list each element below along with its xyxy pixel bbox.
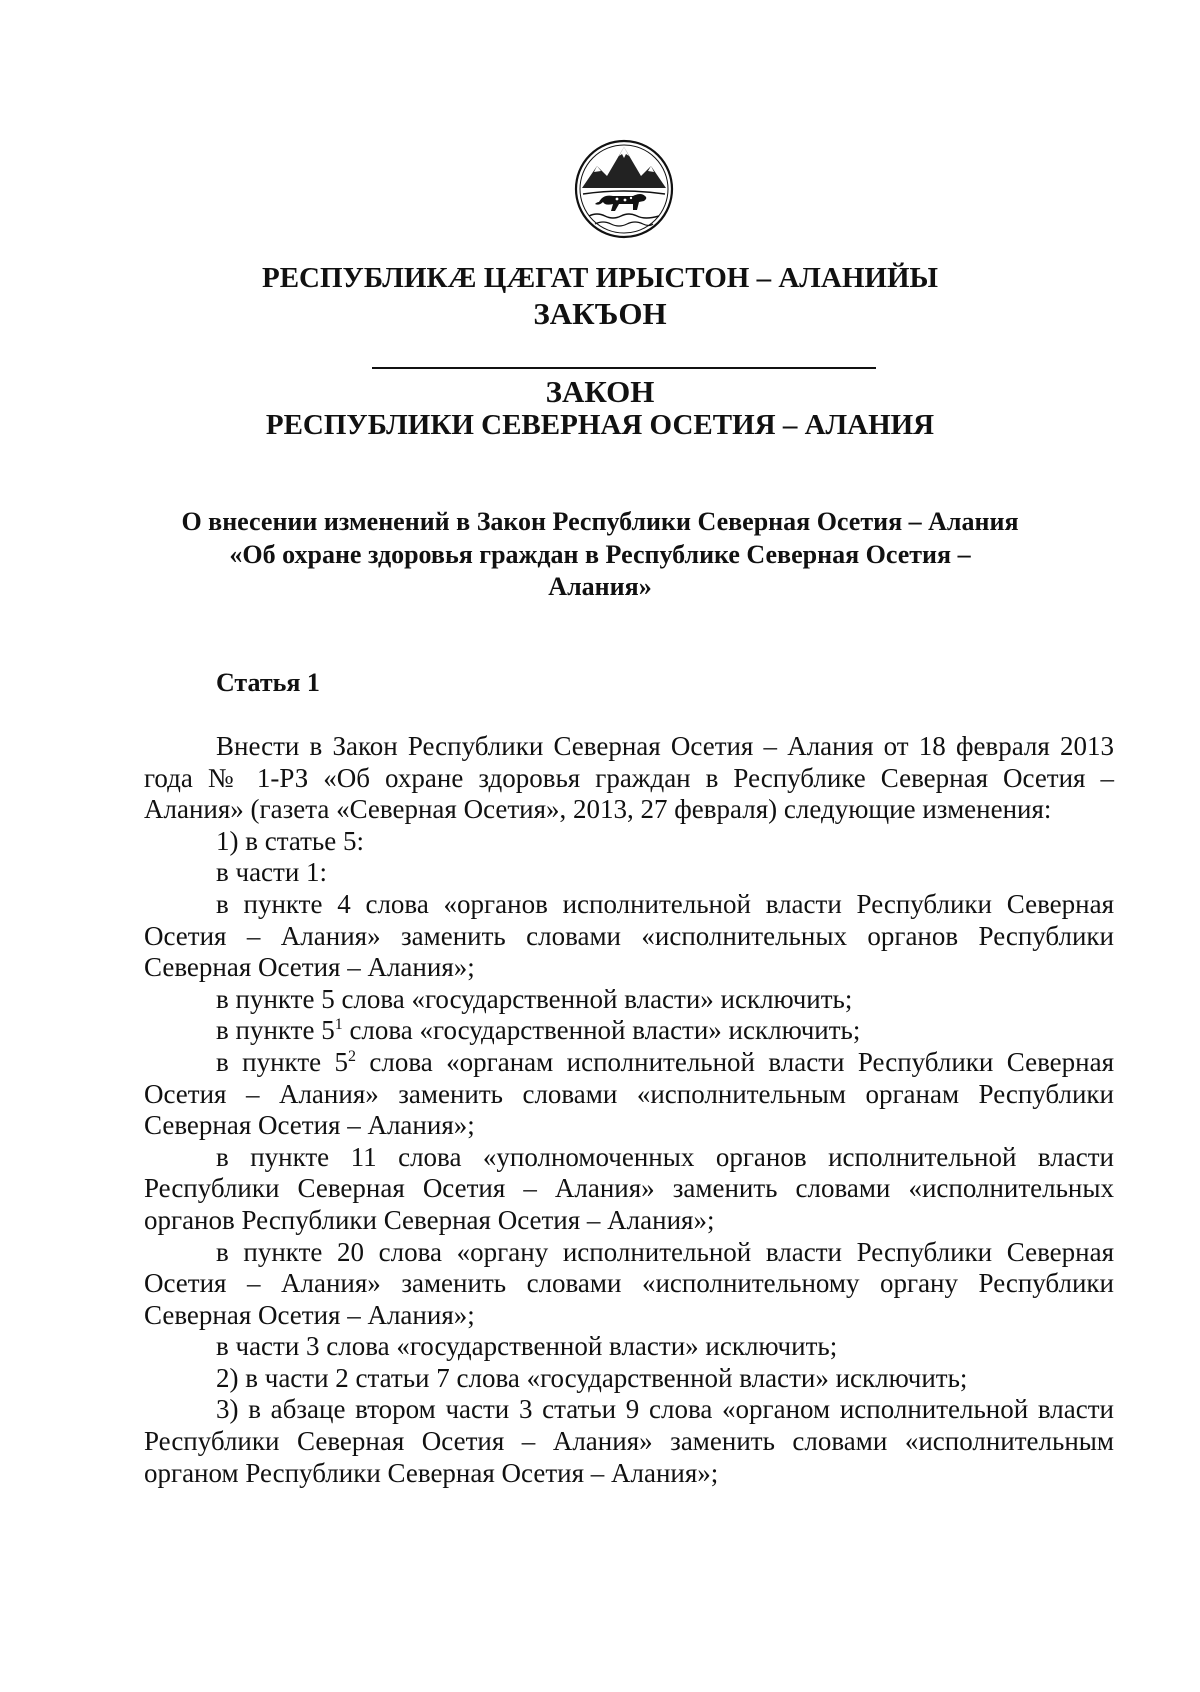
paragraph: 2) в части 2 статьи 7 слова «государственной власти» исключить;	[216, 1362, 968, 1393]
article-body	[144, 731, 1114, 1489]
paragraph: 1) в статье 5:	[216, 825, 364, 856]
paragraph: в части 1:	[216, 857, 328, 888]
russian-republic-heading: РЕСПУБЛИКИ СЕВЕРНАЯ ОСЕТИЯ – АЛАНИЯ	[265, 409, 935, 441]
paragraph	[144, 1047, 1114, 1142]
article-heading: Статья 1	[216, 668, 320, 697]
paragraph: в пункте 5 слова «государственной власти» исключить;	[216, 983, 853, 1014]
superscript: 1	[334, 1016, 343, 1034]
paragraph: 3) в абзаце втором части 3 статьи 9 слова «органом исполнительной власти Республики Северная Осетия – Алания» заменить словами «исполнительным органом Республики Северная Осетия – Алания»;	[144, 1394, 1114, 1488]
emblem-north-ossetia-alania-icon	[573, 136, 675, 242]
paragraph: в части 3 слова «государственной власти» исключить;	[216, 1331, 838, 1362]
paragraph-text: в пункте 5	[216, 1046, 349, 1077]
russian-law-heading: ЗАКОН	[545, 374, 655, 409]
header-divider	[372, 367, 876, 369]
ossetian-republic-heading: РЕСПУБЛИКÆ ЦÆГАТ ИРЫСТОН – АЛАНИЙЫ	[262, 262, 938, 294]
paragraph-text: слова «органам исполнительной власти Республики Северная Осетия – Алания» заменить словами «исполнительным органам Республики Северная Осетия – Алания»;	[144, 1046, 1114, 1141]
paragraph: в пункте 4 слова «органов исполнительной власти Республики Северная Осетия – Алания» заменить словами «исполнительных органов Республики Северная Осетия – Алания»;	[144, 888, 1114, 983]
law-title: О внесении изменений в Закон Республики Северная Осетия – Алания «Об охране здоровья граждан в Республике Северная Осетия – Алания»	[181, 507, 1019, 601]
paragraph: в пункте 20 слова «органу исполнительной власти Республики Северная Осетия – Алания» заменить словами «исполнительному органу Республики Северная Осетия – Алания»;	[144, 1236, 1114, 1330]
paragraph-text: слова «государственной власти» исключить;	[342, 1015, 861, 1046]
paragraph-text: в пункте 5	[216, 1015, 335, 1046]
paragraph: Внести в Закон Республики Северная Осетия – Алания от 18 февраля 2013 года № 1-РЗ «Об охране здоровья граждан в Республике Северная Осетия – Алания» (газета «Северная Осетия», 2013, 27 февраля) следующие изменения:	[144, 731, 1114, 825]
paragraph	[144, 1015, 1114, 1047]
ossetian-law-heading: ЗАКЪОН	[533, 296, 667, 331]
superscript: 2	[348, 1047, 357, 1065]
paragraph: в пункте 11 слова «уполномоченных органов исполнительной власти Республики Северная Осетия – Алания» заменить словами «исполнительных органов Республики Северная Осетия – Алания»;	[144, 1141, 1114, 1235]
